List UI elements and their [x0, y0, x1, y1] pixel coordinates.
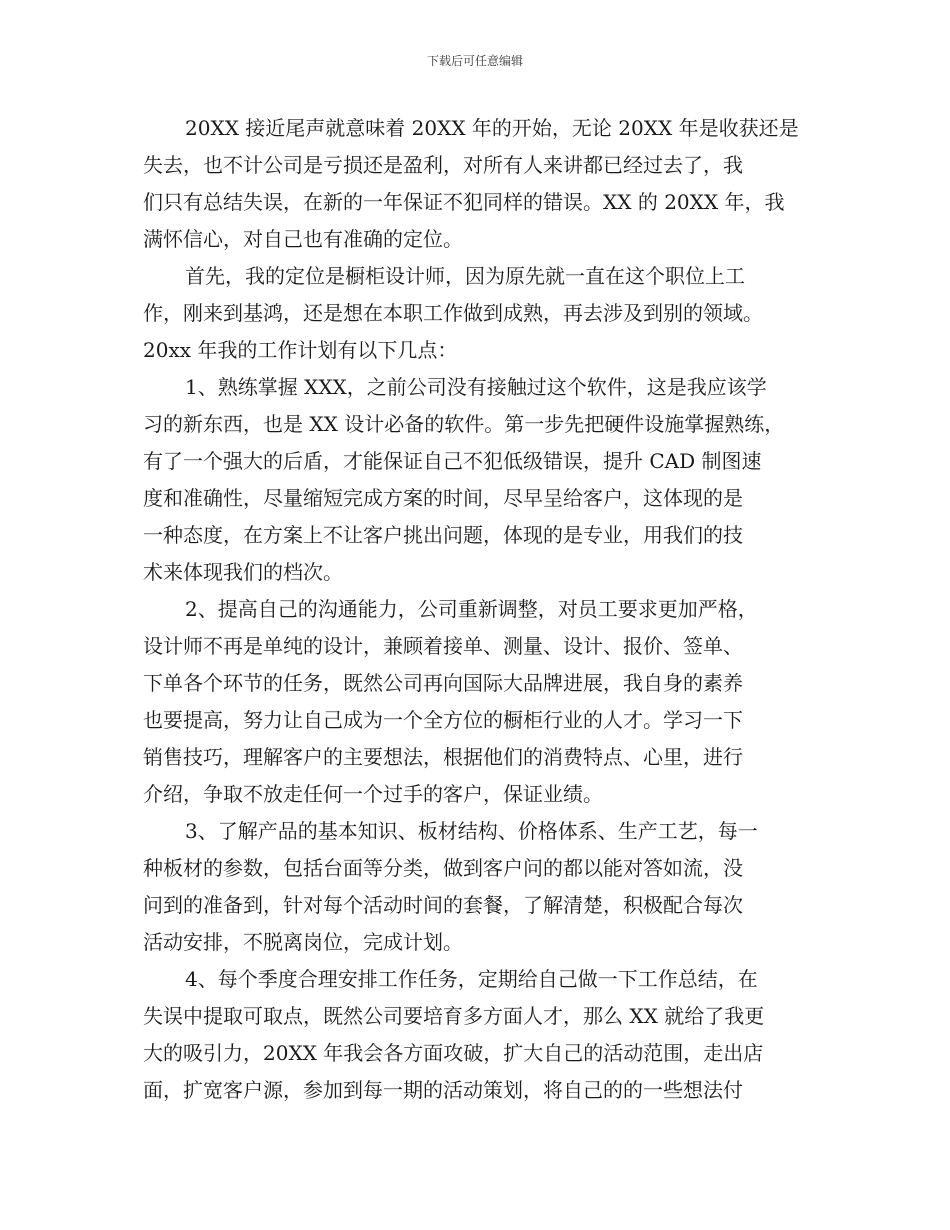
text-line: 失误中提取可取点，既然公司要培育多方面人才，那么 XX 就给了我更	[143, 1004, 765, 1028]
paragraph-item-2	[143, 591, 823, 813]
text-line: 1、熟练掌握 XXX，之前公司没有接触过这个软件，这是我应该学	[185, 375, 767, 399]
paragraph-item-3	[143, 813, 823, 961]
text-line: 首先，我的定位是橱柜设计师，因为原先就一直在这个职位上工	[185, 264, 745, 288]
page-header: 下载后可任意编辑	[426, 54, 523, 68]
document-body	[143, 110, 823, 1109]
paragraph-item-1	[143, 369, 823, 591]
text-line: 介绍，争取不放走任何一个过手的客户，保证业绩。	[143, 782, 603, 806]
text-line: 大的吸引力，20XX 年我会各方面攻破，扩大自己的活动范围，走出店	[143, 1041, 764, 1065]
text-line: 20xx 年我的工作计划有以下几点：	[143, 338, 458, 362]
text-line: 也要提高，努力让自己成为一个全方位的橱柜行业的人才。学习一下	[143, 708, 743, 732]
text-line: 2、提高自己的沟通能力，公司重新调整，对员工要求更加严格，	[185, 597, 758, 621]
paragraph-positioning	[143, 258, 823, 369]
text-line: 3、了解产品的基本知识、板材结构、价格体系、生产工艺，每一	[185, 819, 758, 843]
text-line: 失去，也不计公司是亏损还是盈利，对所有人来讲都已经过去了，我	[143, 153, 743, 177]
text-line: 种板材的参数，包括台面等分类，做到客户问的都以能对答如流，没	[143, 856, 743, 880]
text-line: 4、每个季度合理安排工作任务，定期给自己做一下工作总结，在	[185, 967, 758, 991]
text-line: 满怀信心，对自己也有准确的定位。	[143, 227, 463, 251]
text-line: 问到的准备到，针对每个活动时间的套餐，了解清楚，积极配合每次	[143, 893, 743, 917]
text-line: 习的新东西，也是 XX 设计必备的软件。第一步先把硬件设施掌握熟练，	[143, 412, 785, 436]
text-line: 术来体现我们的档次。	[143, 560, 343, 584]
text-line: 设计师不再是单纯的设计，兼顾着接单、测量、设计、报价、签单、	[143, 634, 743, 658]
text-line: 有了一个强大的后盾，才能保证自己不犯低级错误，提升 CAD 制图速	[143, 449, 762, 473]
text-line: 度和准确性，尽量缩短完成方案的时间，尽早呈给客户，这体现的是	[143, 486, 743, 510]
text-line: 面，扩宽客户源，参加到每一期的活动策划，将自己的的一些想法付	[143, 1078, 743, 1102]
text-line: 作，刚来到基鸿，还是想在本职工作做到成熟，再去涉及到别的领域。	[143, 301, 763, 325]
text-line: 20XX 接近尾声就意味着 20XX 年的开始，无论 20XX 年是收获还是	[185, 116, 799, 140]
text-line: 们只有总结失误，在新的一年保证不犯同样的错误。XX 的 20XX 年，我	[143, 190, 785, 214]
text-line: 销售技巧，理解客户的主要想法，根据他们的消费特点、心里，进行	[143, 745, 743, 769]
paragraph-item-4	[143, 961, 823, 1109]
paragraph-intro	[143, 110, 823, 258]
text-line: 活动安排，不脱离岗位，完成计划。	[143, 930, 463, 954]
text-line: 一种态度，在方案上不让客户挑出问题，体现的是专业，用我们的技	[143, 523, 743, 547]
text-line: 下单各个环节的任务，既然公司再向国际大品牌进展，我自身的素养	[143, 671, 743, 695]
